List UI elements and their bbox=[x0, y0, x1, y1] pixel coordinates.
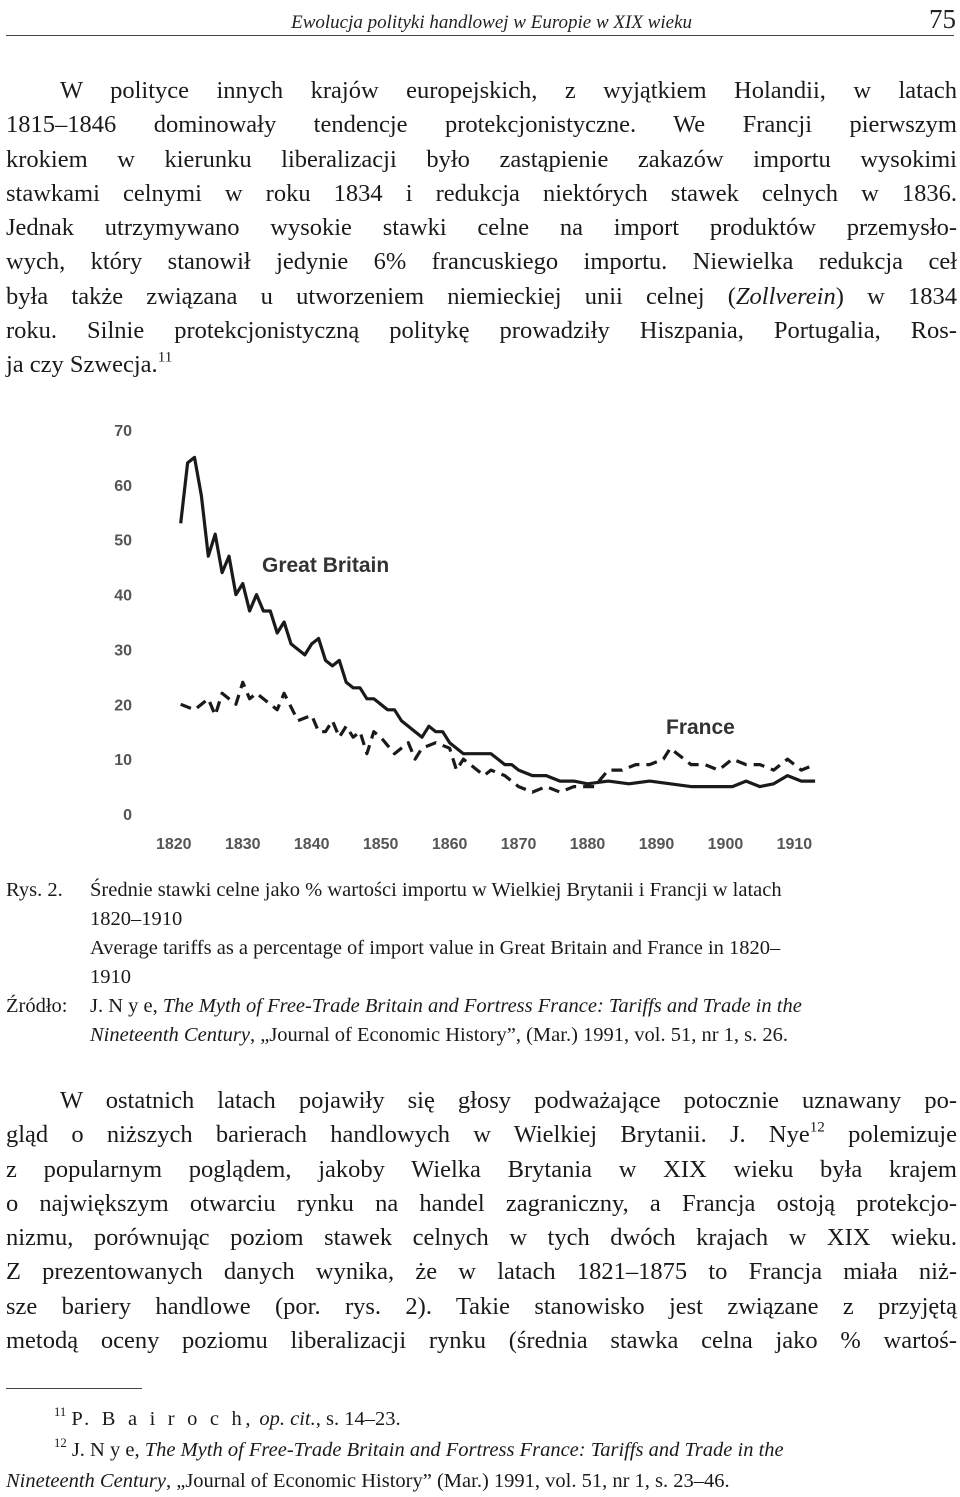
footnote-12 bbox=[6, 1435, 958, 1466]
footnote-ref-11: 11 bbox=[157, 348, 173, 366]
y-tick-label: 0 bbox=[123, 807, 132, 824]
text-segment: była także związana u utworzeniem niemieckiej unii celnej ( bbox=[6, 282, 736, 310]
caption-polish-2: 1820–1910 bbox=[90, 908, 183, 930]
text-line: Jednak utrzymywano wysokie stawki celne na import produktów przemysło- bbox=[6, 214, 957, 242]
header-rule bbox=[6, 35, 954, 36]
source-title-1: The Myth of Free-Trade Britain and Fortress France: Tariffs and Trade in the bbox=[162, 995, 802, 1017]
caption-label: Rys. 2. bbox=[6, 879, 63, 901]
caption-polish-1: Średnie stawki celne jako % wartości importu w Wielkiej Brytanii i Francji w latach bbox=[90, 879, 782, 901]
page-number: 75 bbox=[929, 4, 956, 34]
caption-english-1: Average tariffs as a percentage of import value in Great Britain and France in 1820– bbox=[90, 937, 781, 959]
footnote-11 bbox=[6, 1404, 958, 1435]
footnote-number: 11 bbox=[54, 1405, 67, 1420]
x-tick-label: 1860 bbox=[431, 836, 468, 853]
running-head bbox=[0, 4, 960, 36]
text-line: wych, który stanowił jedynie 6% francuskiego importu. Niewielka redukcja ceł bbox=[6, 248, 957, 276]
text-segment: gląd o niższych barierach handlowych w Wielkiej Brytanii. J. Nye bbox=[6, 1121, 810, 1149]
source-rest: , „Journal of Economic History”, (Mar.) 1991, vol. 51, nr 1, s. 26. bbox=[249, 1024, 789, 1046]
text-line: z popularnym poglądem, jakoby Wielka Brytania w XIX wieku była krajem bbox=[6, 1155, 957, 1183]
text-line: 1815–1846 dominowały tendencje protekcjonistyczne. We Francji pierwszym bbox=[6, 111, 957, 139]
footnote-op-cit: op. cit. bbox=[259, 1408, 316, 1430]
paragraph-1 bbox=[6, 74, 957, 383]
footnote-12-cont bbox=[6, 1466, 958, 1497]
text-segment: ja czy Szwecja. bbox=[6, 351, 158, 379]
y-tick-label: 10 bbox=[114, 752, 132, 770]
x-tick-label: 1830 bbox=[224, 836, 261, 853]
footnote-number: 12 bbox=[54, 1436, 67, 1451]
annotation-great-britain: Great Britain bbox=[262, 554, 390, 577]
y-tick-label: 20 bbox=[114, 697, 132, 715]
footnote-rule bbox=[6, 1388, 142, 1389]
annotation-france: France bbox=[666, 716, 735, 739]
paragraph-2 bbox=[6, 1084, 957, 1358]
text-line: sze bariery handlowe (por. rys. 2). Takie stanowisko jest związane z przyjętą bbox=[6, 1292, 957, 1320]
source-label: Źródło: bbox=[6, 995, 68, 1017]
text-segment: ) w 1834 bbox=[835, 282, 957, 310]
text-segment: polemizuje bbox=[824, 1121, 957, 1149]
text-line: roku. Silnie protekcjonistyczną politykę prowadziły Hiszpania, Portugalia, Ros- bbox=[6, 317, 957, 345]
footnote-title-1: The Myth of Free-Trade Britain and Fortress France: Tariffs and Trade in the bbox=[144, 1439, 784, 1461]
footnote-author: P. B a i r o c h, bbox=[71, 1408, 255, 1430]
text-line: o największym otwarciu rynku na handel zagraniczny, a Francja ostoją protekcjo- bbox=[6, 1189, 957, 1217]
text-line: W ostatnich latach pojawiły się głosy podważające potocznie uznawany po- bbox=[60, 1087, 957, 1114]
source-author: J. N y e, bbox=[90, 995, 158, 1017]
y-tick-label: 40 bbox=[114, 587, 132, 605]
x-tick-label: 1900 bbox=[707, 836, 744, 853]
text-line bbox=[6, 348, 957, 382]
footnote-rest: , „Journal of Economic History” (Mar.) 1991, vol. 51, nr 1, s. 23–46. bbox=[165, 1470, 730, 1492]
x-tick-label: 1890 bbox=[638, 836, 675, 853]
x-tick-label: 1840 bbox=[293, 836, 330, 853]
tariff-chart-svg bbox=[100, 412, 840, 862]
text-line bbox=[6, 1118, 957, 1152]
footnote-author: J. N y e, bbox=[71, 1439, 140, 1461]
text-line: W polityce innych krajów europejskich, z wyjątkiem Holandii, w latach bbox=[60, 77, 957, 104]
footnote-title-2: Nineteenth Century bbox=[6, 1470, 166, 1492]
x-tick-label: 1880 bbox=[569, 836, 606, 853]
caption-english-2: 1910 bbox=[90, 966, 131, 988]
text-line: Z prezentowanych danych wynika, że w latach 1821–1875 to Francja miała niż- bbox=[6, 1258, 957, 1286]
caption-row bbox=[6, 876, 958, 905]
text-line: metodą oceny poziomu liberalizacji rynku (średnia stawka celna jako % wartoś- bbox=[6, 1327, 957, 1355]
x-tick-label: 1820 bbox=[155, 836, 192, 853]
footnote-rest: , s. 14–23. bbox=[315, 1408, 401, 1430]
footnotes bbox=[6, 1404, 958, 1497]
tariff-chart bbox=[100, 412, 840, 862]
y-tick-label: 70 bbox=[114, 423, 132, 440]
source-title-2: Nineteenth Century bbox=[90, 1024, 250, 1046]
caption-source-row bbox=[6, 992, 958, 1021]
text-line: nizmu, porównując poziom stawek celnych w tych dwóch krajach w XIX wieku. bbox=[6, 1224, 957, 1252]
text-line: krokiem w kierunku liberalizacji było zastąpienie zakazów importu wysokimi bbox=[6, 145, 957, 173]
running-title: Ewolucja polityki handlowej w Europie w XIX wieku bbox=[291, 12, 692, 33]
footnote-ref-12: 12 bbox=[809, 1118, 825, 1136]
x-tick-label: 1870 bbox=[500, 836, 537, 853]
x-tick-label: 1850 bbox=[362, 836, 399, 853]
caption-source-row-2 bbox=[6, 1021, 958, 1050]
x-tick-label: 1910 bbox=[776, 836, 813, 853]
text-line: stawkami celnymi w roku 1834 i redukcja niektórych stawek celnych w 1836. bbox=[6, 179, 957, 207]
figure-caption bbox=[6, 876, 958, 1050]
text-line bbox=[6, 280, 957, 314]
zollverein-term: Zollverein bbox=[735, 282, 836, 310]
y-tick-label: 60 bbox=[114, 477, 132, 495]
y-tick-label: 30 bbox=[114, 642, 132, 660]
y-tick-label: 50 bbox=[114, 532, 132, 550]
